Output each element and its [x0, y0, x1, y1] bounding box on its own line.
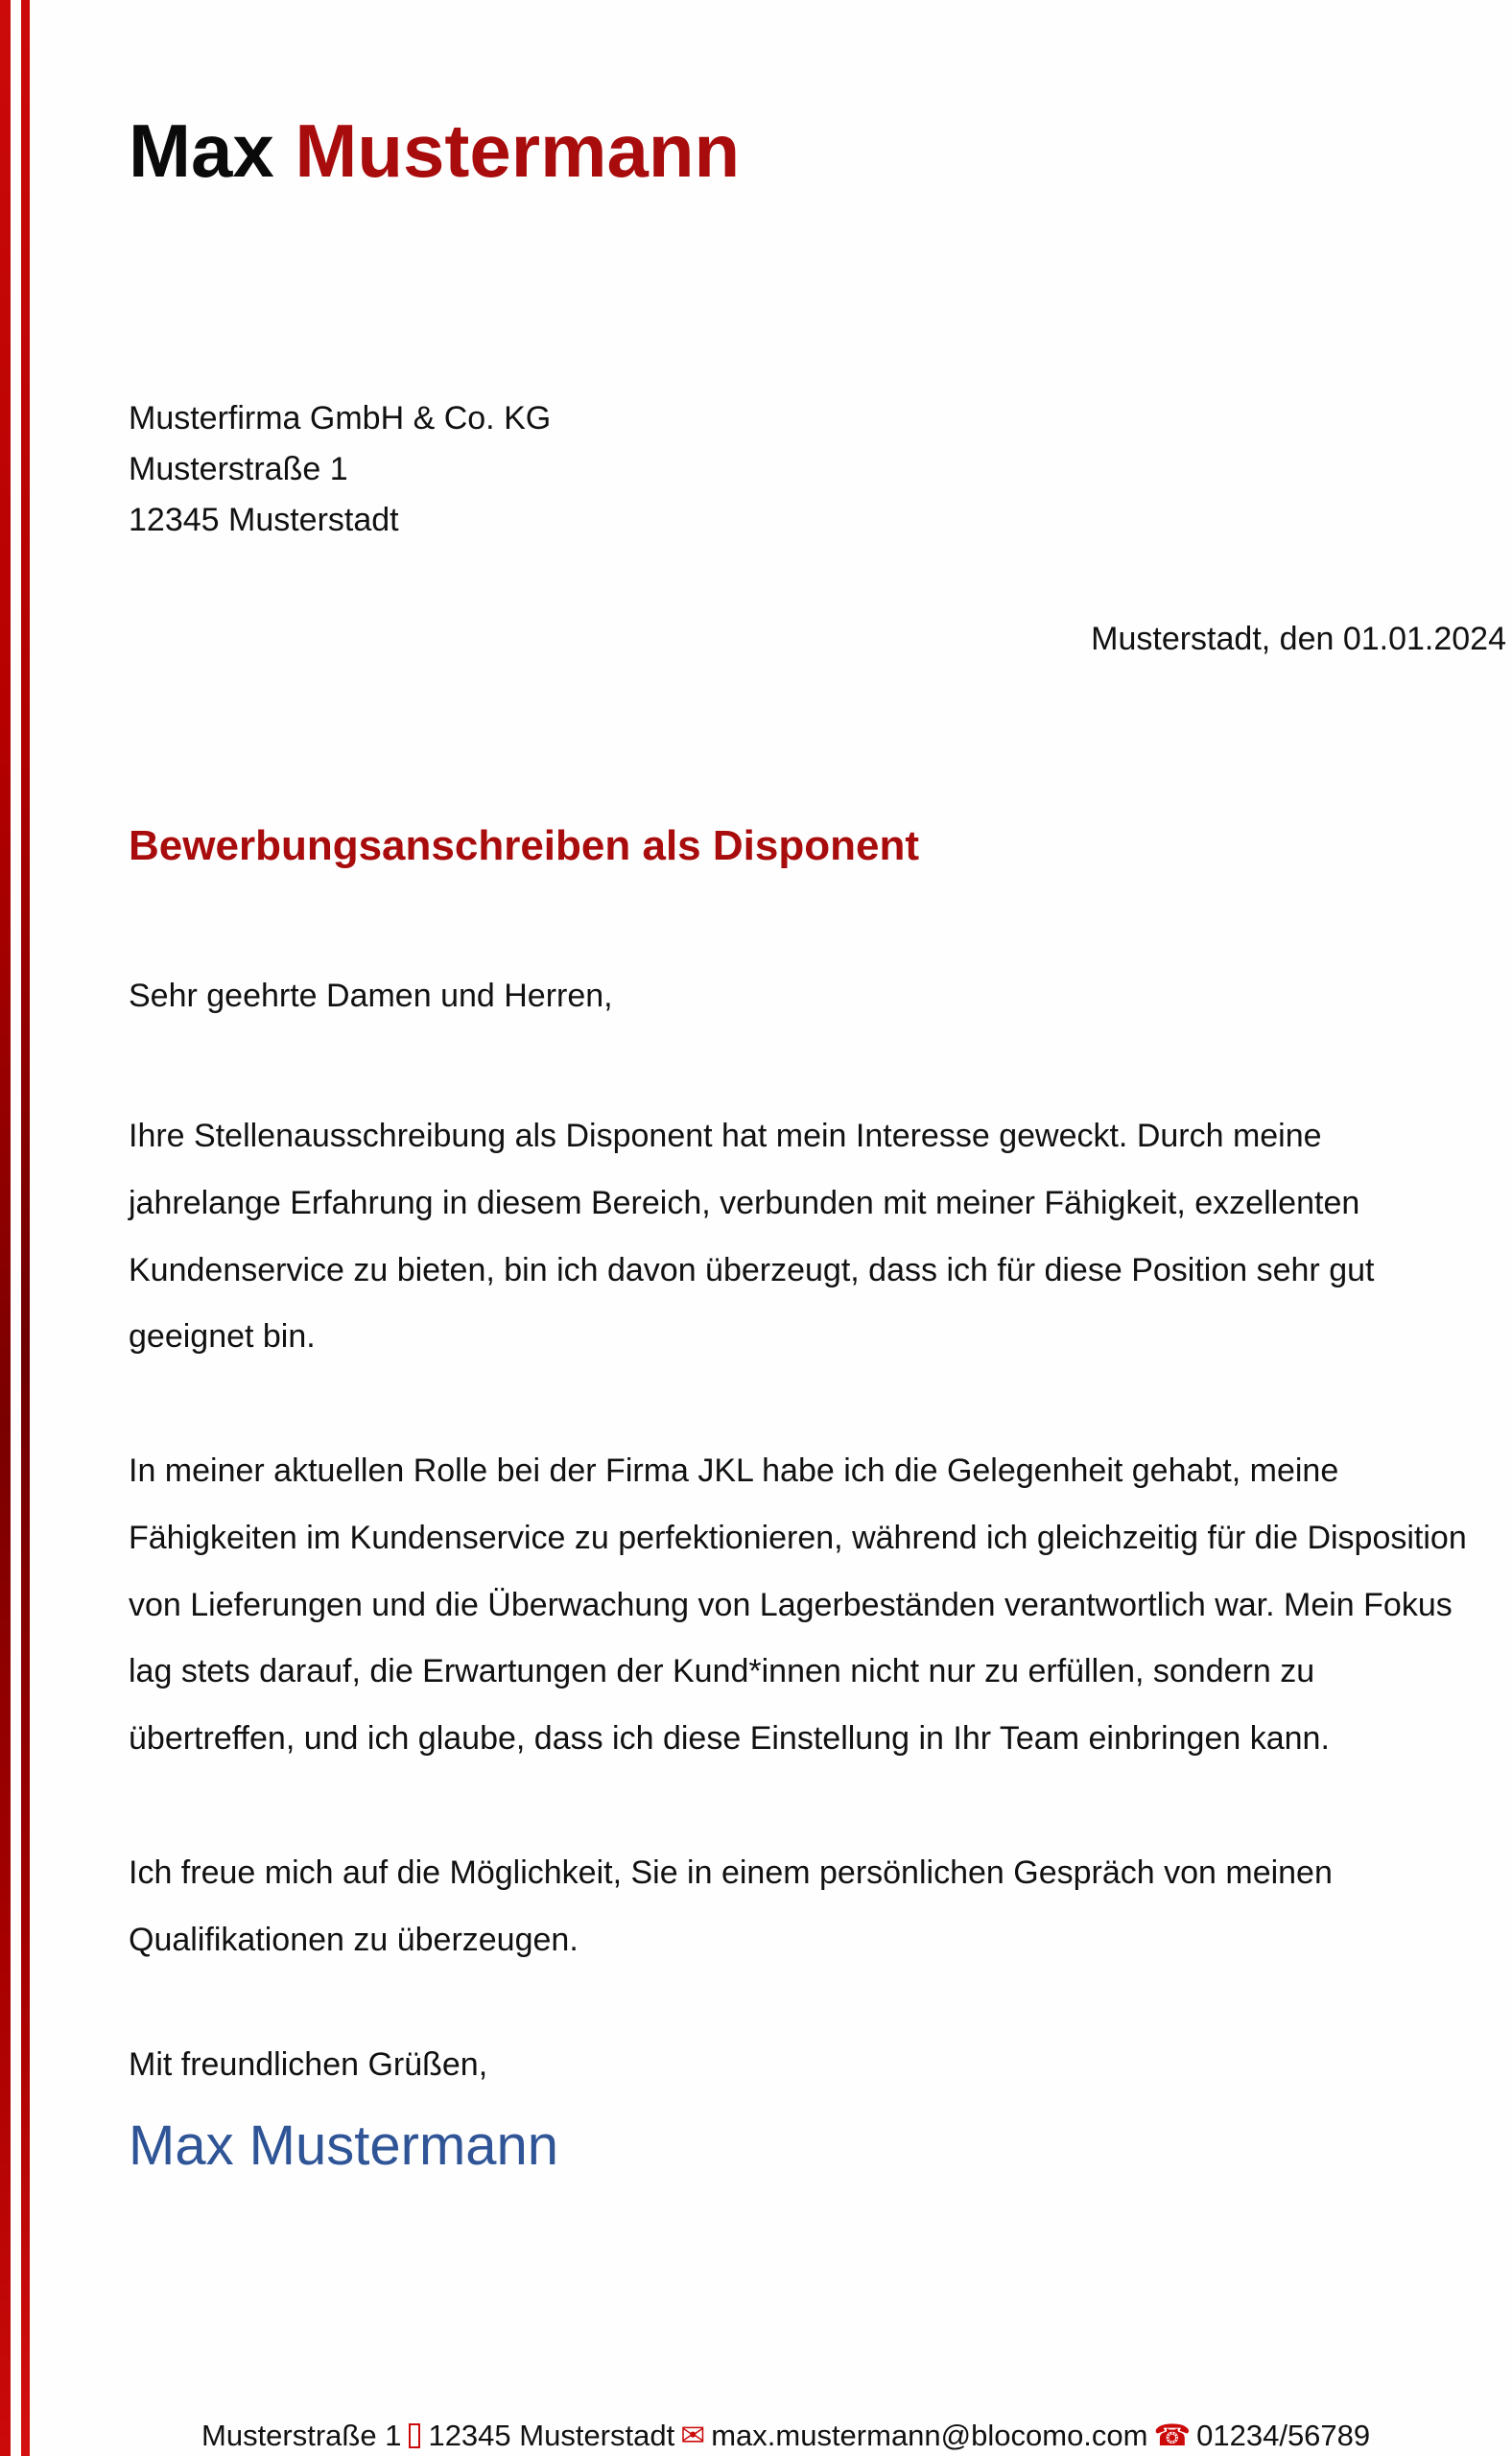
decorative-bar-outer: [0, 0, 11, 2456]
body-line: Ihre Stellenausschreibung als Disponent hat mein Interesse geweckt. Durch meine: [129, 1118, 1322, 1154]
footer-city: 12345 Musterstadt: [428, 2419, 675, 2452]
subject-line: Bewerbungsanschreiben als Disponent: [129, 822, 919, 869]
decorative-bar-inner: [21, 0, 30, 2456]
recipient-street: Musterstraße 1: [129, 451, 348, 487]
body-line: In meiner aktuellen Rolle bei der Firma JKL habe ich die Gelegenheit gehabt, meine: [129, 1452, 1339, 1489]
recipient-company: Musterfirma GmbH & Co. KG: [129, 400, 552, 437]
date-line: Musterstadt, den 01.01.2024: [1091, 621, 1506, 657]
salutation: Sehr geehrte Damen und Herren,: [129, 978, 613, 1014]
body-line: von Lieferungen und die Überwachung von Lagerbeständen verantwortlich war. Mein Fokus: [129, 1586, 1453, 1623]
paragraph-3: [129, 1840, 1510, 1974]
footer-contact: [201, 2416, 1370, 2456]
recipient-city: 12345 Musterstadt: [129, 502, 399, 538]
telephone-icon: ☎: [1153, 2419, 1192, 2452]
body-line: lag stets darauf, die Erwartungen der Kund*innen nicht nur zu erfüllen, sondern zu: [129, 1653, 1315, 1690]
signature: Max Mustermann: [129, 2114, 559, 2177]
paragraph-1: [129, 1103, 1510, 1371]
footer-phone[interactable]: 01234/56789: [1196, 2419, 1371, 2452]
sender-last-name: Mustermann: [295, 108, 741, 193]
body-line: Qualifikationen zu überzeugen.: [129, 1921, 579, 1958]
envelope-icon: ✉: [680, 2419, 706, 2452]
closing: Mit freundlichen Grüßen,: [129, 2046, 488, 2083]
body-line: übertreffen, und ich glaube, dass ich diese Einstellung in Ihr Team einbringen kann.: [129, 1720, 1330, 1758]
body-line: Ich freue mich auf die Möglichkeit, Sie in einem persönlichen Gespräch von meinen: [129, 1854, 1333, 1891]
paragraph-2: [129, 1438, 1510, 1773]
box-icon: [409, 2423, 420, 2448]
footer-street: Musterstraße 1: [201, 2419, 402, 2452]
footer-email[interactable]: max.mustermann@blocomo.com: [711, 2419, 1148, 2452]
body-line: jahrelange Erfahrung in diesem Bereich, verbunden mit meiner Fähigkeit, exzellenten: [129, 1184, 1360, 1221]
recipient-address: [129, 393, 551, 546]
sender-first-name: Max: [129, 108, 274, 193]
letter-body: [129, 1103, 1510, 2041]
body-line: geeignet bin.: [129, 1318, 316, 1356]
sender-name: [129, 108, 741, 193]
body-line: Kundenservice zu bieten, bin ich davon überzeugt, dass ich für diese Position sehr gut: [129, 1251, 1375, 1288]
body-line: Fähigkeiten im Kundenservice zu perfektionieren, während ich gleichzeitig für die Disposition: [129, 1519, 1467, 1556]
